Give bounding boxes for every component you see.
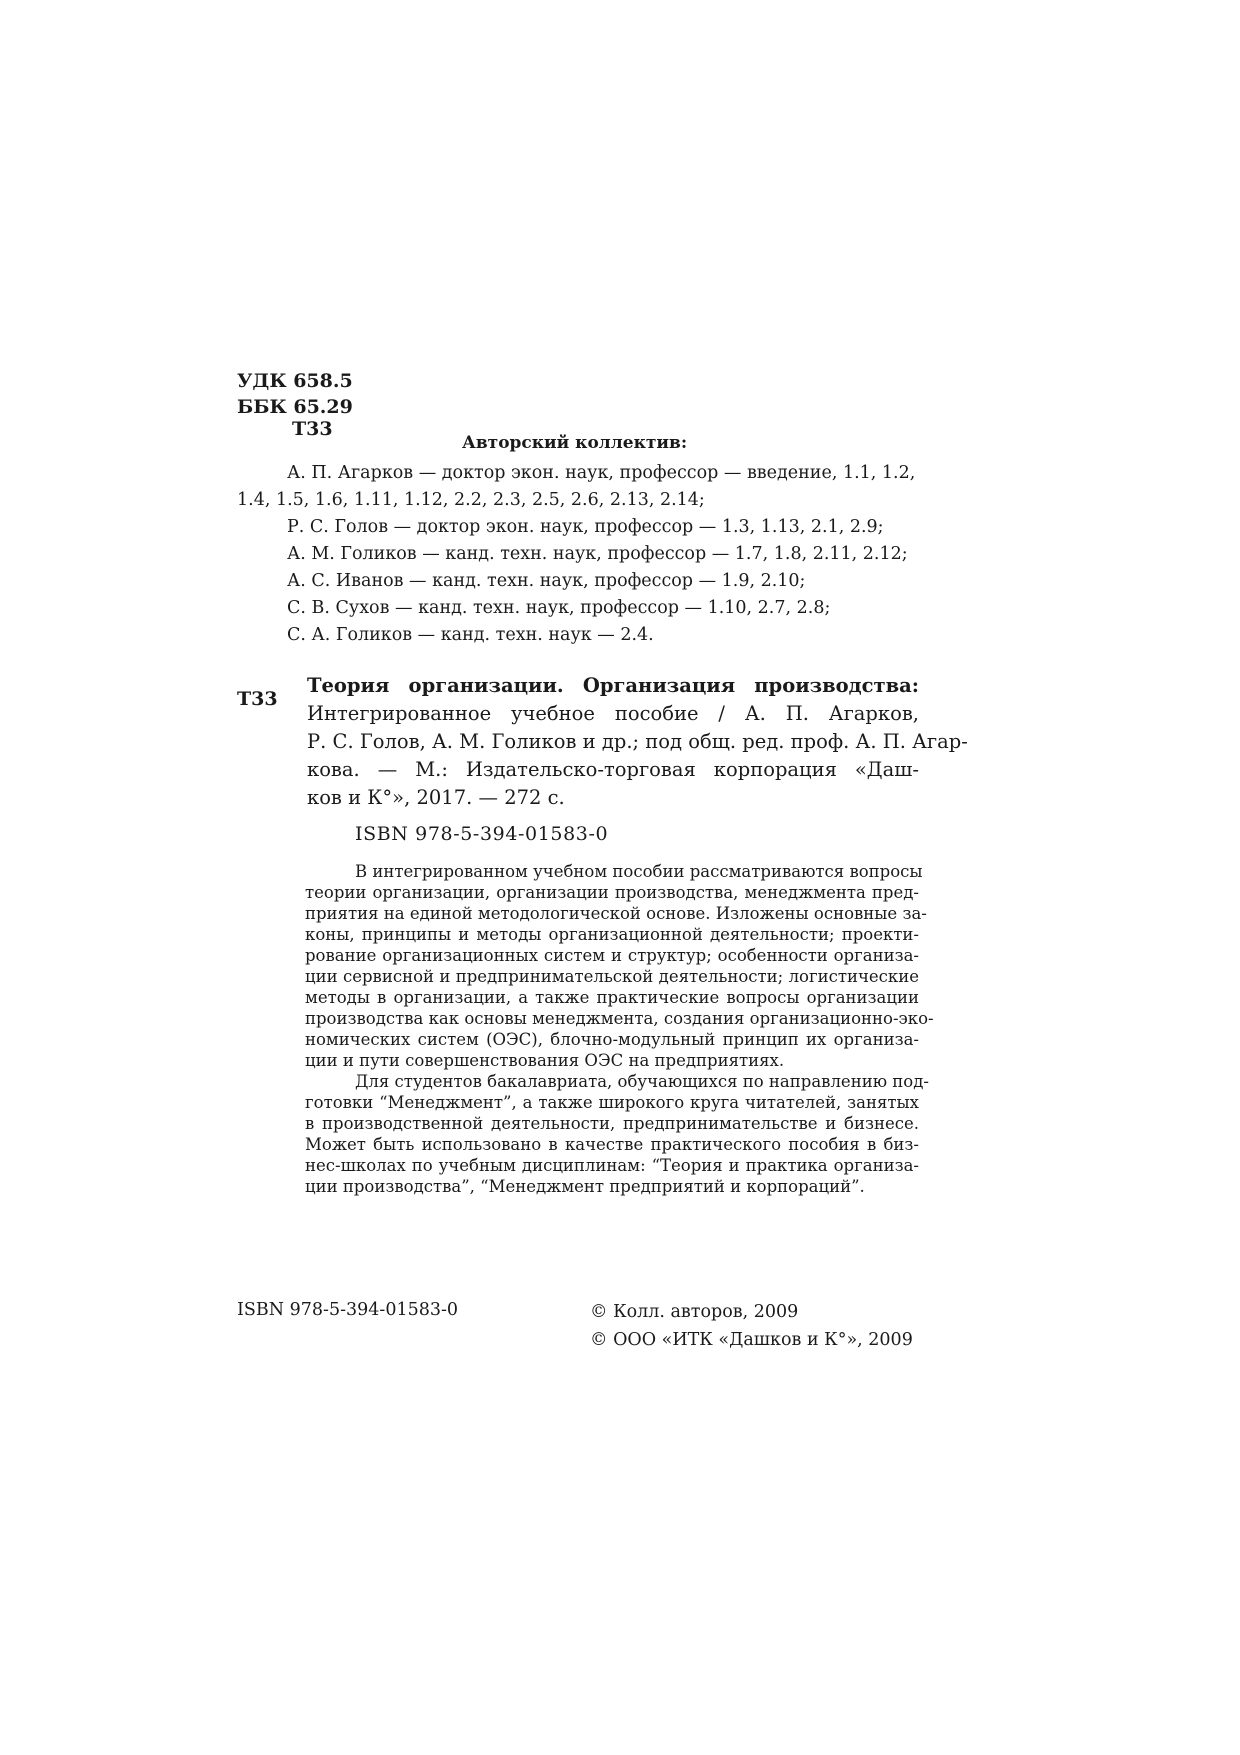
bbk-code: ББК 65.29 <box>237 396 353 418</box>
author-line: А. П. Агарков — доктор экон. наук, профессор — введение, 1.1, 1.2, <box>287 463 916 483</box>
annotation-line: нес-школах по учебным дисциплинам: “Теория и практика организа- <box>305 1156 919 1175</box>
annotation-line: методы в организации, а также практические вопросы организации <box>305 988 919 1007</box>
annotation-line: ции и пути совершенствования ОЭС на предприятиях. <box>305 1051 785 1070</box>
author-line: Р. С. Голов — доктор экон. наук, профессор — 1.3, 1.13, 2.1, 2.9; <box>287 517 884 537</box>
annotation-line: ции сервисной и предпринимательской деятельности; логистические <box>305 967 919 986</box>
biblio-line: ков и К°», 2017. — 272 с. <box>307 786 565 809</box>
annotation-line: рование организационных систем и структур; особенности организа- <box>305 946 919 965</box>
annotation-line: готовки “Менеджмент”, а также широкого круга читателей, занятых <box>305 1093 919 1112</box>
biblio-line: Р. С. Голов, А. М. Голиков и др.; под общ. ред. проф. А. П. Агар- <box>307 730 968 753</box>
annotation-line: В интегрированном учебном пособии рассматриваются вопросы <box>355 862 923 881</box>
annotation-line: номических систем (ОЭС), блочно-модульный принцип их организа- <box>305 1030 919 1049</box>
udk-code: УДК 658.5 <box>237 370 353 392</box>
author-line: А. М. Голиков — канд. техн. наук, профессор — 1.7, 1.8, 2.11, 2.12; <box>287 544 908 564</box>
author-line: 1.4, 1.5, 1.6, 1.11, 1.12, 2.2, 2.3, 2.5, 2.6, 2.13, 2.14; <box>237 490 705 510</box>
author-line: С. А. Голиков — канд. техн. наук — 2.4. <box>287 625 654 645</box>
author-line: А. С. Иванов — канд. техн. наук, профессор — 1.9, 2.10; <box>287 571 806 591</box>
copyright-publisher: © ООО «ИТК «Дашков и К°», 2009 <box>590 1330 913 1350</box>
author-sign: Т33 <box>237 688 278 710</box>
annotation-line: Для студентов бакалавриата, обучающихся по направлению под- <box>355 1072 929 1091</box>
annotation-line: приятия на единой методологической основе. Изложены основные за- <box>305 904 927 923</box>
annotation-line: теории организации, организации производства, менеджмента пред- <box>305 883 919 902</box>
biblio-line: кова. — М.: Издательско-торговая корпорация «Даш- <box>307 758 919 781</box>
annotation-line: Может быть использовано в качестве практического пособия в биз- <box>305 1135 919 1154</box>
biblio-line: Интегрированное учебное пособие / А. П. Агарков, <box>307 702 919 725</box>
author-sign-top: Т33 <box>292 418 333 440</box>
annotation-line: в производственной деятельности, предпринимательстве и бизнесе. <box>305 1114 919 1133</box>
copyright-block <box>590 1298 913 1354</box>
footer-isbn: ISBN 978-5-394-01583-0 <box>237 1300 459 1320</box>
annotation-line: ции производства”, “Менеджмент предприятий и корпораций”. <box>305 1177 865 1196</box>
annotation-line: коны, принципы и методы организационной деятельности; проекти- <box>305 925 919 944</box>
annotation-line: производства как основы менеджмента, создания организационно-эко- <box>305 1009 934 1028</box>
isbn: ISBN 978-5-394-01583-0 <box>355 823 609 845</box>
bibliographic-description <box>307 672 968 812</box>
authors-title: Авторский коллектив: <box>462 433 688 453</box>
book-title: Теория организации. Организация производства: <box>307 674 919 697</box>
copyright-authors: © Колл. авторов, 2009 <box>590 1302 799 1322</box>
author-line: С. В. Сухов — канд. техн. наук, профессор — 1.10, 2.7, 2.8; <box>287 598 831 618</box>
classification-block <box>237 368 353 420</box>
authors-list <box>237 460 917 649</box>
annotation <box>305 861 934 1197</box>
